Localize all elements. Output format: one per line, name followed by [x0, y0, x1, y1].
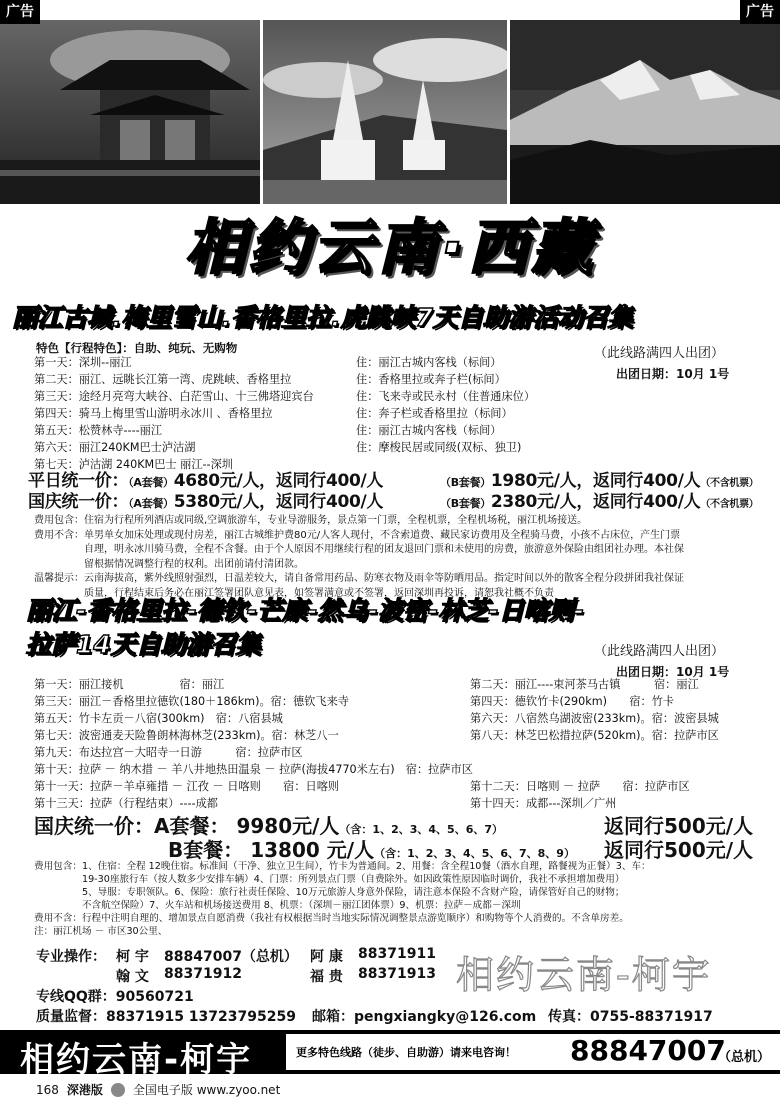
tour2-day-right-8: 第十四天：成都---深圳／广州 [470, 797, 617, 810]
tour2-price-b-incl: （含：1、2、3、4、5、6、7、8、9） [374, 847, 575, 860]
photo-strip [0, 20, 780, 204]
tour2-day-left-8: 第十三天：拉萨（行程结束）----成都 [34, 797, 218, 810]
price-b-tag: （B套餐） [440, 497, 491, 510]
tour2-price-b-name: B套餐： [168, 838, 244, 862]
contact-qq: 专线QQ群：90560721 [36, 989, 194, 1005]
footer-more-text: 更多特色线路（徒步、自助游）请来电咨询！ [296, 1046, 516, 1059]
price-a-value: 4680元/人，返同行400/人 [173, 471, 384, 491]
tour2-fine-print [34, 860, 774, 938]
fine-line: 留根据情况调整行程的权利。出团前请付清团款。 [34, 558, 304, 570]
tour1-fine-print [34, 514, 774, 601]
tour2-title-line2: 拉萨14天自助游召集 [26, 630, 261, 659]
fine-line: 费用包含：1、住宿：全程 12晚住宿。标准间（干净、独立卫生间），竹卡为普通间。2、用餐：含全程10餐（酒水自理，路餐视为正餐）3、车： [34, 861, 651, 872]
tour2-price-a-name: A套餐： [154, 814, 230, 838]
tour1-feature-text: 自助、纯玩、无购物 [133, 341, 238, 355]
brand-outline-logo: 相约云南-柯宇 [456, 953, 712, 997]
tour2-day-left-1: 第一天：丽江接机 宿：丽江 [34, 678, 225, 691]
publisher-logo-icon [111, 1083, 125, 1097]
contact-name-2: 阿 康 [310, 949, 343, 965]
price-a-tag: （A套餐） [128, 476, 174, 489]
tour1-day-6: 第六天：丽江240KM巴士泸沽湖 [34, 441, 196, 454]
price-no-ticket: （不含机票） [700, 499, 759, 510]
fine-line: 费用不含：单男单女加床处理或现付房差，丽江古城维护费80元/人客人现付，不含索道费、藏民家访费用及全程骑马费，小孩不占床位，产生门票 [34, 529, 681, 541]
contact-name-3: 翰 文 [116, 969, 149, 985]
contact-ops-label: 专业操作： [36, 949, 106, 965]
tour1-day-3: 第三天：途经月亮弯大峡谷、白茫雪山、十三佛塔迎宾台 [34, 390, 314, 403]
fine-line: 5、导服：专职领队。6、保险：旅行社责任保险、10万元旅游人身意外保险，请注意本保险不含财产险，请保管好自己的财物； [34, 887, 625, 898]
tour2-day-right-2: 第四天：德钦竹卡(290km) 宿：竹卡 [470, 695, 675, 708]
tour1-day-1: 第一天：深圳--丽江 [34, 356, 132, 369]
tour1-date: 出团日期：10月 1号 [616, 367, 730, 381]
tour2-day-right-4: 第八天：林芝巴松措拉萨(520km)。宿：拉萨市区 [470, 729, 719, 742]
tour2-title-line1: 丽江-香格里拉-德钦-芒康-然乌-波密-林芝-日喀则- [26, 596, 585, 625]
tour1-price-holiday [28, 487, 383, 512]
page-number: 168 [36, 1082, 59, 1097]
price-b-tag: （B套餐） [440, 476, 491, 489]
tour2-day-left-5: 第九天：布达拉宫－大昭寺一日游 宿：拉萨市区 [34, 746, 303, 759]
tour2-price-label: 国庆统一价： [34, 814, 154, 838]
tour2-day-left-6: 第十天：拉萨 － 纳木措 － 羊八井地热田温泉 － 拉萨(海拔4770米左右) 宿：拉萨市区 [34, 763, 473, 776]
tour2-day-left-2: 第三天：丽江－香格里拉德钦(180＋186km)。宿：德钦飞来寺 [34, 695, 349, 708]
price-b-value: 2380元/人，返同行400/人 [490, 492, 701, 512]
fine-line: 19-30座旅行车（按人数多少安排车辆）4、门票：所列景点门票（自费除外。如因政策性原因临时调价，我社不承担增加费用） [34, 874, 625, 885]
price-a-value: 5380元/人，返同行400/人 [173, 492, 384, 512]
tour2-note: （此线路满四人出团） [594, 644, 725, 659]
tour2-day-right-7: 第十二天：日喀则 － 拉萨 宿：拉萨市区 [470, 780, 690, 793]
fine-line: 注：丽江机场 － 市区30公里、 [34, 926, 168, 937]
fine-line: 费用包含：住宿为行程所列酒店或同级,空调旅游车，专业导游服务，景点第一门票，全程机票，全程机场税，丽江机场接送。 [34, 515, 588, 526]
main-title: 相约云南·西藏 [184, 213, 596, 283]
tour1-stay-6: 住：摩梭民居或同级(双标、独卫) [356, 441, 522, 454]
tour1-stay-2: 住：香格里拉或奔子栏(标间） [356, 373, 506, 386]
fine-line: 不含航空保险）7、火车站和机场接送费用 8、机票：（深圳－丽江团体票）9、机票：拉萨－成都－深圳 [34, 900, 521, 911]
fine-line: 质量，行程结束后务必在丽江签署团队意见表，如签署满意或不签署，返回深圳再投诉，请恕我社概不负责 [34, 587, 554, 599]
footer-brand: 相约云南-柯宇 [20, 1040, 253, 1080]
price-no-ticket: （不含机票） [700, 478, 759, 489]
contact-email[interactable]: 邮箱：pengxiangky@126.com [312, 1009, 537, 1025]
tour2-day-left-3: 第五天：竹卡左贡－八宿(300km) 宿：八宿县城 [34, 712, 283, 725]
tour2-price-a-rebate: 返同行500元/人 [604, 814, 754, 838]
tour1-price-holiday-b [440, 487, 759, 512]
tour1-note: （此线路满四人出团） [594, 346, 725, 361]
tour2-day-right-1: 第二天：丽江----束河茶马古镇 宿：丽江 [470, 678, 699, 691]
tour1-stay-4: 住：奔子栏或香格里拉（标间） [356, 407, 513, 420]
price-a-tag: （A套餐） [128, 497, 174, 510]
tour2-price-b-rebate: 返同行500元/人 [604, 838, 754, 862]
footer-bar [0, 1030, 780, 1080]
photo-temple [0, 20, 260, 204]
price-b-value: 1980元/人，返同行400/人 [490, 471, 701, 491]
footer-phone[interactable]: 88847007 [570, 1034, 726, 1067]
contact-phone-4: 88371913 [358, 966, 436, 982]
ad-label-right: 广告 [740, 0, 780, 24]
contact-phone-3: 88371912 [164, 966, 242, 982]
tour2-price-b-value: 13800 元/人 [250, 838, 375, 862]
contact-fax: 传真：0755-88371917 [548, 1009, 713, 1025]
footer-phone-tag: （总机） [718, 1050, 771, 1065]
tour1-day-5: 第五天：松赞林寺----丽江 [34, 424, 163, 437]
fine-line: 自理，明永冰川骑马费，全程不含餐。由于个人原因不用继续行程的团友退回门票和未使用的房费，旅游意外保险由组团社办理。本社保 [34, 544, 684, 555]
fine-line: 费用不含：行程中注明自理的、增加景点自愿消费（我社有权根据当时当地实际情况调整景点游览顺序）和购物等个人消费的。不含单房差。 [34, 913, 629, 924]
price-label: 平日统一价： [28, 471, 129, 491]
tour1-note-group [594, 342, 729, 382]
tour1-title: 丽江古城.梅里雪山.香格里拉.虎跳峡7天自助游活动召集 [12, 303, 633, 332]
price-label: 国庆统一价： [28, 492, 129, 512]
edition-label: 深港版 [66, 1083, 103, 1097]
ad-label-left: 广告 [0, 0, 40, 24]
tour1-feature-label: 特色【行程特色】： [36, 341, 134, 355]
tour2-note-group [594, 640, 729, 680]
tour1-stay-3: 住：飞来寺或民永村（住普通床位） [356, 390, 536, 403]
photo-snow-mountain [510, 20, 780, 204]
page-footer [36, 1081, 280, 1098]
contact-phone-1: 88847007（总机） [164, 949, 298, 965]
tour2-date: 出团日期：10月 1号 [616, 665, 730, 679]
tour2-price-a-value: 9980元/人 [236, 814, 340, 838]
tour1-day-2: 第二天：丽江、远眺长江第一湾、虎跳峡、香格里拉 [34, 373, 292, 386]
tour2-price-a-incl: （含：1、2、3、4、5、6、7） [339, 823, 503, 836]
site-link[interactable]: 全国电子版 www.zyoo.net [132, 1083, 281, 1097]
footer-info-box [286, 1034, 780, 1070]
tour1-stay-5: 住：丽江古城内客栈（标间） [356, 424, 502, 437]
tour1-day-7: 第七天：泸沽湖 240KM巴士 丽江--深圳 [34, 458, 233, 471]
contact-name-4: 福 贵 [310, 969, 343, 985]
tour2-price-b [168, 834, 575, 863]
tour1-stay-1: 住：丽江古城内客栈（标间） [356, 356, 502, 369]
contact-name-1: 柯 宇 [116, 949, 149, 965]
photo-stupas [263, 20, 507, 204]
tour2-day-left-4: 第七天：波密通麦天险鲁朗林海林芝(233km)。宿：林芝八一 [34, 729, 339, 742]
tour2-day-left-7: 第十一天：拉萨－羊卓雍措 － 江孜 － 日喀则 宿：日喀则 [34, 780, 340, 793]
tour1-day-4: 第四天：骑马上梅里雪山游明永冰川 、香格里拉 [34, 407, 273, 420]
contact-phone-2: 88371911 [358, 946, 436, 962]
tour2-day-right-3: 第六天：八宿然乌湖波密(233km)。宿：波密县城 [470, 712, 719, 725]
fine-line: 温馨提示：云南海拔高，紫外线照射强烈，日温差较大，请自备常用药品、防寒衣物及雨伞等防晒用品。指定时间以外的散客全程分段拼团我社保证 [34, 573, 684, 584]
contact-quality: 质量监督：88371915 13723795259 [36, 1009, 296, 1025]
